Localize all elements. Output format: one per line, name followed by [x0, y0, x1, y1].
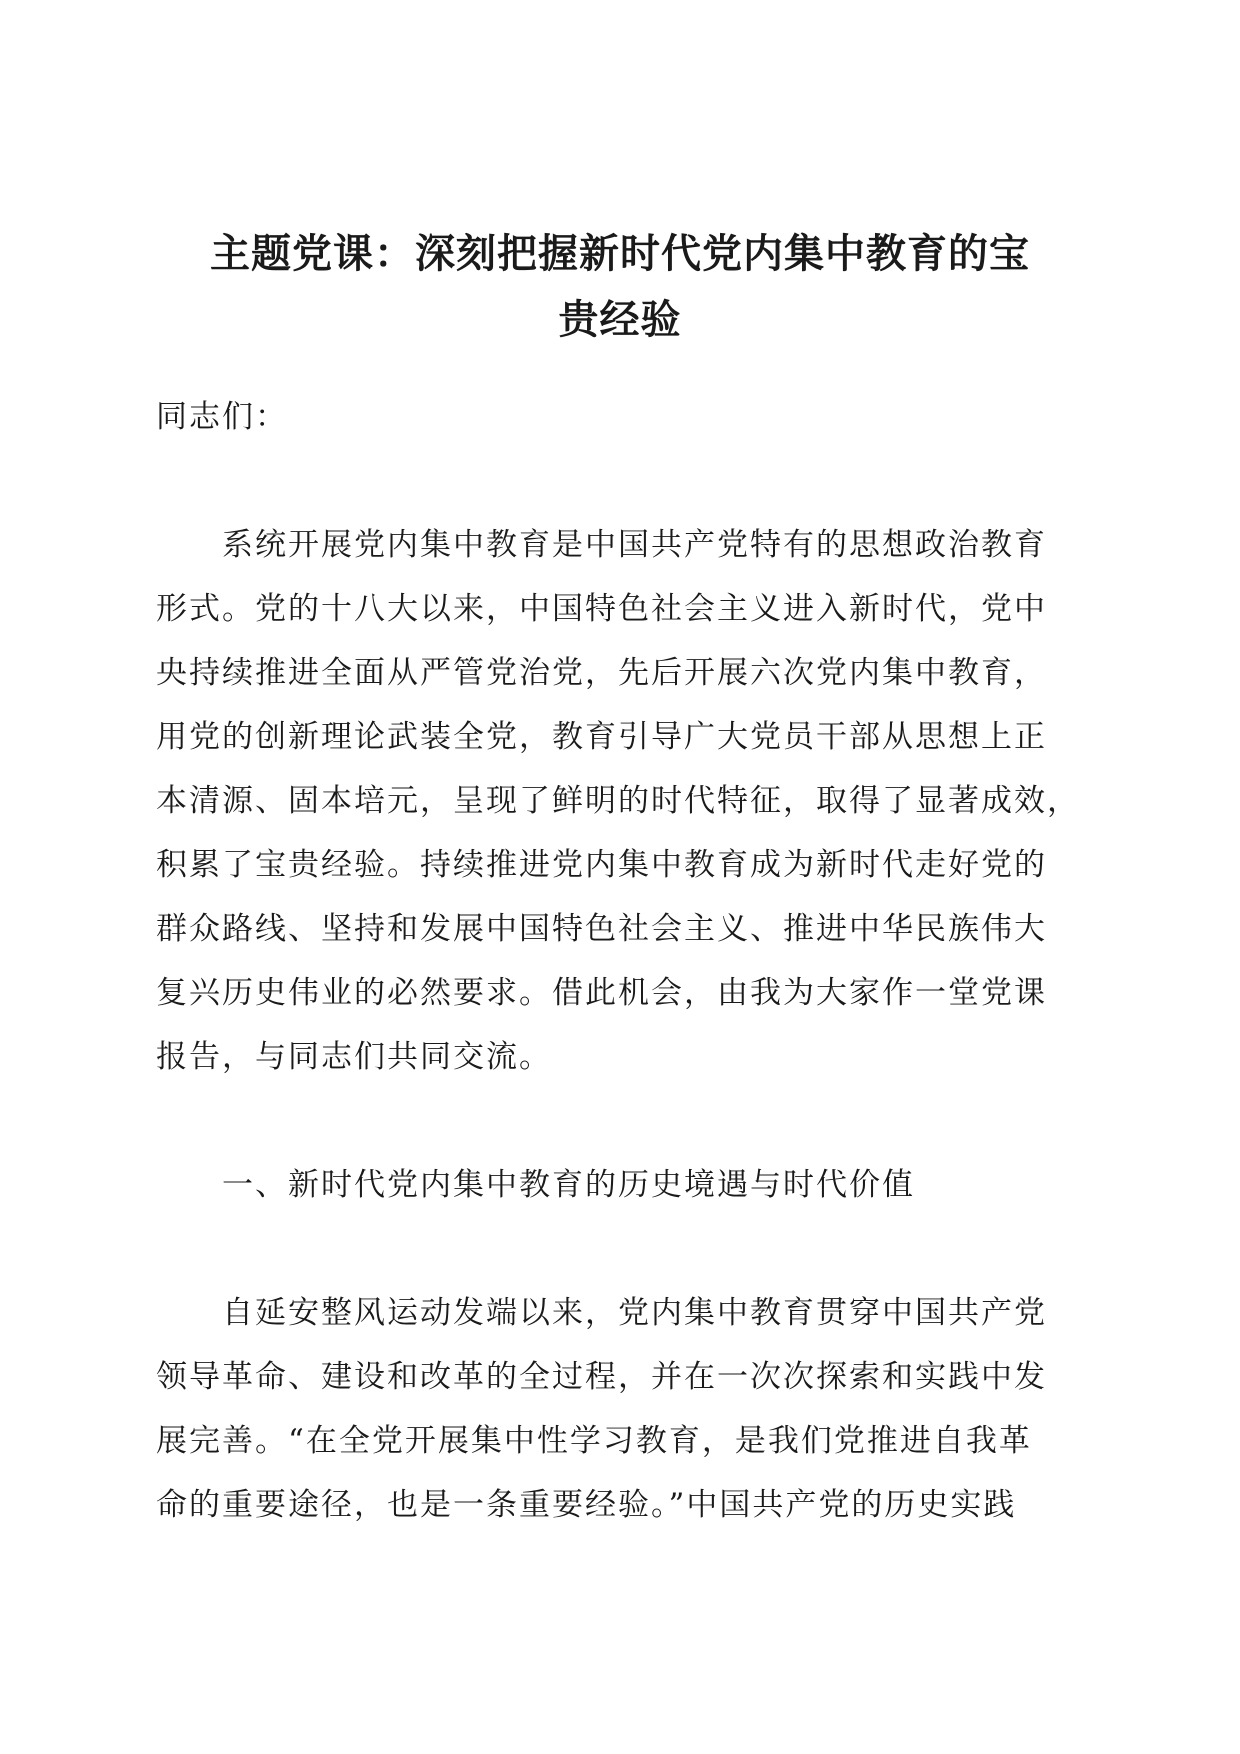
- paragraph-1-line: 群众路线、坚持和发展中国特色社会主义、推进中华民族伟大: [156, 911, 1047, 947]
- document-title-line-1: 主题党课：深刻把握新时代党内集中教育的宝: [210, 231, 1030, 277]
- paragraph-1-line: 系统开展党内集中教育是中国共产党特有的思想政治教育: [222, 527, 1047, 563]
- section-heading: 一、新时代党内集中教育的历史境遇与时代价值: [222, 1167, 915, 1203]
- paragraph-1-line: 本清源、固本培元，呈现了鲜明的时代特征，取得了显著成效，: [156, 783, 1080, 819]
- salutation: 同志们：: [156, 399, 288, 435]
- paragraph-2-line: 领导革命、建设和改革的全过程，并在一次次探索和实践中发: [156, 1359, 1047, 1395]
- paragraph-2-line: 自延安整风运动发端以来，党内集中教育贯穿中国共产党: [222, 1295, 1047, 1331]
- document-title-line-2: 贵经验: [558, 297, 682, 343]
- paragraph-2-line: 命的重要途径，也是一条重要经验。”中国共产党的历史实践: [156, 1487, 1017, 1523]
- paragraph-1-line: 形式。党的十八大以来，中国特色社会主义进入新时代，党中: [156, 591, 1047, 627]
- paragraph-1-line: 用党的创新理论武装全党，教育引导广大党员干部从思想上正: [156, 719, 1047, 755]
- paragraph-1-line: 积累了宝贵经验。持续推进党内集中教育成为新时代走好党的: [156, 847, 1047, 883]
- paragraph-1-line: 央持续推进全面从严管党治党，先后开展六次党内集中教育，: [156, 655, 1047, 691]
- paragraph-1-line: 报告，与同志们共同交流。: [156, 1039, 552, 1075]
- paragraph-2-line: 展完善。“在全党开展集中性学习教育，是我们党推进自我革: [156, 1423, 1032, 1459]
- paragraph-1-line: 复兴历史伟业的必然要求。借此机会，由我为大家作一堂党课: [156, 975, 1047, 1011]
